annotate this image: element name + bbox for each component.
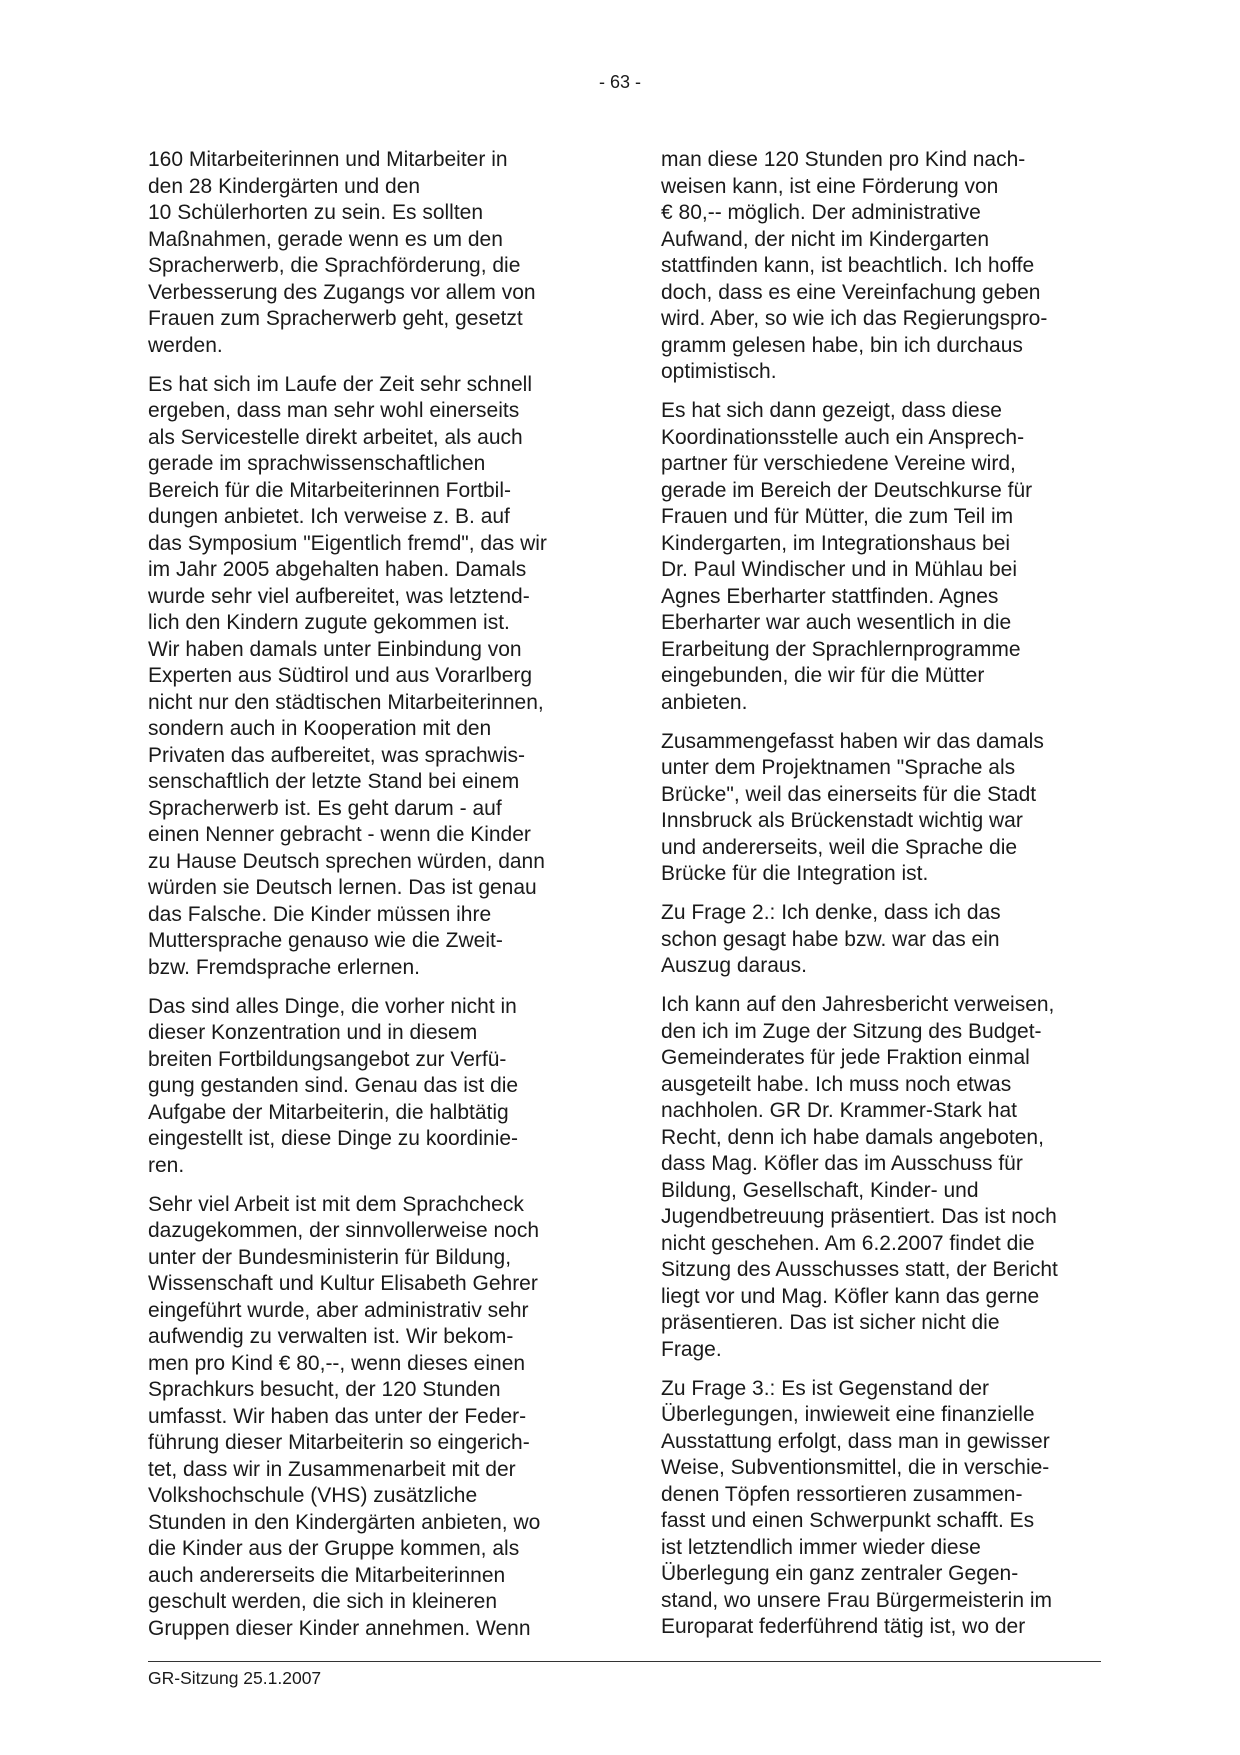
- footer-divider: [148, 1661, 1101, 1662]
- paragraph: Zusammengefasst haben wir das damals unter dem Projektnamen "Sprache als Brücke", weil das einerseits für die Stadt Innsbruck als Brückenstadt wichtig war und andererseits, weil die Sprache die Brücke für die Integration ist.: [661, 729, 1044, 885]
- paragraph: 160 Mitarbeiterinnen und Mitarbeiter in den 28 Kindergärten und den 10 Schülerhorten zu sein. Es sollten Maßnahmen, gerade wenn es um den Spracherwerb, die Sprachförderung, die Verbesserung des Zugangs vor allem von Frauen zum Spracherwerb geht, gesetzt werden.: [148, 148, 536, 357]
- paragraph: Ich kann auf den Jahresbericht verweisen, den ich im Zuge der Sitzung des Budget- Gemeinderates für jede Fraktion einmal ausgeteilt habe. Ich muss noch etwas nachholen. GR Dr. Krammer-Stark hat Recht, denn ich habe damals angeboten, dass Mag. Köfler das im Ausschuss für Bildung, Gesellschaft, Kinder- und Jugendbetreuung präsentiert. Das ist noch nicht geschehen. Am 6.2.2007 findet die Sitzung des Ausschusses statt, der Bericht liegt vor und Mag. Köfler kann das gerne präsentieren. Das ist sicher nicht die Frage.: [661, 993, 1058, 1361]
- paragraph: Zu Frage 3.: Es ist Gegenstand der Überlegungen, inwieweit eine finanzielle Ausstattung erfolgt, dass man in gewisser Weise, Subventionsmittel, die in verschie- denen Töpfen ressortieren zusammen- fasst und einen Schwerpunkt schafft. Es ist letztendlich immer wieder diese Überlegung ein ganz zentraler Gegen- stand, wo unsere Frau Bürgermeisterin im Europarat federführend tätig ist, wo der: [661, 1376, 1052, 1638]
- paragraph: Das sind alles Dinge, die vorher nicht in dieser Konzentration und in diesem breiten Fortbildungsangebot zur Verfü- gung gestanden sind. Genau das ist die Aufgabe der Mitarbeiterin, die halbtätig eingestellt ist, diese Dinge zu koordinie- ren.: [148, 994, 519, 1177]
- paragraph: Sehr viel Arbeit ist mit dem Sprachcheck dazugekommen, der sinnvollerweise noch unter der Bundesministerin für Bildung, Wissenschaft und Kultur Elisabeth Gehrer eingeführt wurde, aber administrativ sehr aufwendig zu verwalten ist. Wir bekom- men pro Kind € 80,--, wenn dieses einen Sprachkurs besucht, der 120 Stunden umfasst. Wir haben das unter der Feder- führung dieser Mitarbeiterin so eingerich- tet, dass wir in Zusammenarbeit mit der Volkshochschule (VHS) zusätzliche Stunden in den Kindergärten anbieten, wo die Kinder aus der Gruppe kommen, als auch andererseits die Mitarbeiterinnen geschult werden, die sich in kleineren Gruppen dieser Kinder annehmen. Wenn: [148, 1192, 541, 1640]
- page-number: - 63 -: [598, 72, 641, 92]
- paragraph: man diese 120 Stunden pro Kind nach- weisen kann, ist eine Förderung von € 80,-- möglich. Der administrative Aufwand, der nicht im Kindergarten stattfinden kann, ist beachtlich. Ich hoffe doch, dass es eine Vereinfachung geben wird. Aber, so wie ich das Regierungspro- gramm gelesen habe, bin ich durchaus optimistisch.: [661, 148, 1048, 383]
- paragraph: Zu Frage 2.: Ich denke, dass ich das schon gesagt habe bzw. war das ein Auszug daraus.: [661, 901, 1001, 977]
- left-column: [148, 147, 596, 1655]
- paragraph: Es hat sich im Laufe der Zeit sehr schnell ergeben, dass man sehr wohl einerseits als Servicestelle direkt arbeitet, als auch gerade im sprachwissenschaftlichen Bereich für die Mitarbeiterinnen Fortbil- dungen anbietet. Ich verweise z. B. auf das Symposium "Eigentlich fremd", das wir im Jahr 2005 abgehalten haben. Damals wurde sehr viel aufbereitet, was letztend- lich den Kindern zugute gekommen ist. Wir haben damals unter Einbindung von Experten aus Südtirol und aus Vorarlberg nicht nur den städtischen Mitarbeiterinnen, sondern auch in Kooperation mit den Privaten das aufbereitet, was sprachwis- senschaftlich der letzte Stand bei einem Spracherwerb ist. Es geht darum - auf einen Nenner gebracht - wenn die Kinder zu Hause Deutsch sprechen würden, dann würden sie Deutsch lernen. Das ist genau das Falsche. Die Kinder müssen ihre Muttersprache genauso wie die Zweit- bzw. Fremdsprache erlernen.: [148, 372, 547, 979]
- paragraph: Es hat sich dann gezeigt, dass diese Koordinationsstelle auch ein Ansprech- partner für verschiedene Vereine wird, gerade im Bereich der Deutschkurse für Frauen und für Mütter, die zum Teil im Kindergarten, im Integrationshaus bei Dr. Paul Windischer und in Mühlau bei Agnes Eberharter stattfinden. Agnes Eberharter war auch wesentlich in die Erarbeitung der Sprachlernprogramme eingebunden, die wir für die Mütter anbieten.: [661, 399, 1033, 714]
- right-column: [661, 147, 1109, 1653]
- footer-session-date: GR-Sitzung 25.1.2007: [148, 1668, 322, 1688]
